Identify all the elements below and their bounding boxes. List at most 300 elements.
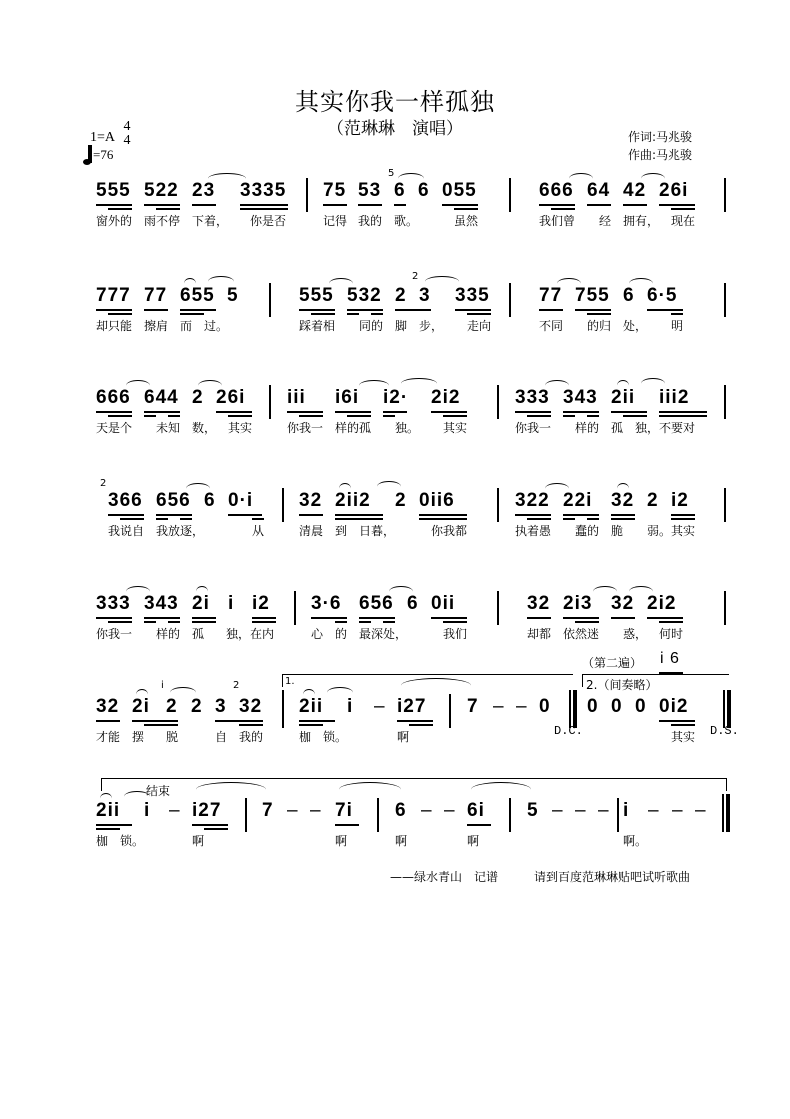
- underline: [347, 309, 383, 311]
- lyric: 同的: [359, 319, 384, 333]
- dash: –: [648, 800, 660, 821]
- lyric: 何时: [659, 627, 684, 641]
- note-group: 26i: [216, 387, 246, 408]
- note: 5: [527, 800, 539, 821]
- dash: –: [552, 800, 564, 821]
- credits: [628, 128, 692, 164]
- slur: [359, 380, 389, 391]
- note-group: 055: [442, 180, 477, 201]
- underline: [611, 518, 635, 520]
- underline: [575, 621, 599, 623]
- underline: [527, 617, 551, 619]
- note: i: [228, 593, 235, 614]
- note-group: 522: [144, 180, 179, 201]
- barline: [724, 591, 726, 625]
- underline: [587, 415, 599, 417]
- underline: [144, 309, 168, 311]
- slur: [377, 481, 401, 492]
- note-group: 2ii: [96, 800, 121, 821]
- underline: [96, 411, 132, 413]
- note: 2: [166, 696, 178, 717]
- underline: [671, 313, 683, 315]
- note-group: i27: [397, 696, 427, 717]
- lyric: 过。: [204, 319, 229, 333]
- underline: [442, 204, 478, 206]
- note-group: 655: [180, 285, 215, 306]
- barline: [282, 488, 284, 522]
- slur: [389, 586, 413, 597]
- underline: [647, 309, 683, 311]
- underline: [587, 204, 611, 206]
- slur: [126, 586, 150, 597]
- underline: [240, 208, 288, 210]
- barline: [245, 798, 247, 832]
- slur: [629, 586, 653, 597]
- slur: [641, 173, 665, 184]
- slur: [545, 380, 569, 391]
- second-time-notes: i 6: [660, 650, 680, 667]
- note-group: 656: [359, 593, 394, 614]
- note-group: 7i: [335, 800, 353, 821]
- lyric: 的: [335, 627, 348, 641]
- note-group: 322: [515, 490, 550, 511]
- lyric: 你我一: [96, 627, 133, 641]
- underline: [515, 514, 551, 516]
- note-group: 3335: [240, 180, 287, 201]
- underline: [671, 514, 695, 516]
- lyric: 从: [252, 524, 265, 538]
- underline: [335, 514, 383, 516]
- lyric: 我的: [358, 214, 383, 228]
- barline: [724, 178, 726, 212]
- underline: [144, 204, 180, 206]
- key-signature: 1=A: [90, 130, 116, 145]
- lyric: 却都: [527, 627, 552, 641]
- underline: [431, 617, 467, 619]
- underline: [168, 621, 180, 623]
- underline: [299, 514, 323, 516]
- lyric: 你我一: [515, 421, 552, 435]
- tempo-value: =76: [93, 147, 114, 162]
- underline: [647, 617, 683, 619]
- note-group: 666: [539, 180, 574, 201]
- underline: [659, 411, 707, 413]
- underline: [539, 204, 575, 206]
- listen-note: 请到百度范琳琳贴吧试听歌曲: [534, 870, 691, 884]
- slur: [184, 278, 196, 289]
- lyric: 样的: [575, 421, 600, 435]
- underline: [659, 415, 707, 417]
- lyric: 经: [599, 214, 612, 228]
- underline: [335, 824, 359, 826]
- lyric: 执着愚: [515, 524, 552, 538]
- grace-note: 2: [233, 680, 240, 691]
- underline: [563, 514, 599, 516]
- score-line-6: [0, 650, 790, 776]
- note-group: 343: [563, 387, 598, 408]
- underline: [144, 617, 180, 619]
- slur: [339, 483, 351, 494]
- underline: [575, 309, 611, 311]
- note: 6: [395, 800, 407, 821]
- note-group: 0ii6: [419, 490, 455, 511]
- underline: [527, 415, 551, 417]
- note: 2: [191, 696, 203, 717]
- underline: [443, 415, 467, 417]
- underline: [623, 415, 647, 417]
- lyric: 天是个: [96, 421, 133, 435]
- underline: [563, 415, 575, 417]
- underline: [192, 204, 216, 206]
- volta-1-label: 1.: [285, 676, 295, 687]
- lyric: 样的孤: [335, 421, 372, 435]
- note: 6: [204, 490, 216, 511]
- lyric: 锁。: [120, 834, 145, 848]
- lyric: 弱。其实: [647, 524, 696, 538]
- slur: [170, 687, 196, 698]
- underline: [587, 518, 599, 520]
- note-group: 2i2: [647, 593, 677, 614]
- lyric: 我放逐，: [156, 524, 205, 538]
- underline: [156, 208, 180, 210]
- note: 7: [262, 800, 274, 821]
- underline: [409, 724, 433, 726]
- lyric: 啊: [395, 834, 408, 848]
- note-group: 32: [527, 593, 551, 614]
- lyric: 独，: [635, 421, 660, 435]
- note: 3: [419, 285, 431, 306]
- note-group: 0ii: [431, 593, 456, 614]
- note-group: 2i2: [431, 387, 461, 408]
- score-line-7: [0, 784, 790, 880]
- lyric: 数，: [192, 421, 217, 435]
- underline: [192, 621, 216, 623]
- note-group: 26i: [659, 180, 689, 201]
- note-group: 3·6: [311, 593, 342, 614]
- rest: 0: [635, 696, 647, 717]
- note-group: 755: [575, 285, 610, 306]
- lyric: 啊: [192, 834, 205, 848]
- underline: [323, 204, 347, 206]
- lyric: 雨不停: [144, 214, 181, 228]
- note-group: i2·: [383, 387, 409, 408]
- underline: [108, 514, 144, 516]
- slur: [617, 483, 629, 494]
- dash: –: [310, 800, 322, 821]
- underline: [144, 411, 180, 413]
- ending-label: 结束: [146, 784, 171, 798]
- dash: –: [169, 800, 181, 821]
- lyric: 处，: [623, 319, 648, 333]
- slur: [641, 378, 665, 389]
- underline: [623, 204, 647, 206]
- double-barline: [723, 690, 731, 728]
- barline: [377, 798, 379, 832]
- underline: [192, 617, 216, 619]
- grace-note: 5: [388, 168, 395, 179]
- note-group: 32: [239, 696, 263, 717]
- quarter-note-icon: [88, 145, 92, 163]
- lyric: 虽然: [454, 214, 479, 228]
- underline: [659, 720, 695, 722]
- slur: [339, 782, 401, 797]
- note-group: 2ii: [299, 696, 324, 717]
- note: 2: [395, 490, 407, 511]
- note: 5: [227, 285, 239, 306]
- score-line-1: [0, 170, 790, 260]
- underline: [467, 824, 491, 826]
- lyric: 孤: [611, 421, 624, 435]
- underline: [311, 617, 347, 619]
- final-barline: [722, 794, 730, 832]
- note-group: i2: [671, 490, 689, 511]
- underline: [671, 518, 695, 520]
- underline: [144, 415, 156, 417]
- underline: [96, 720, 120, 722]
- underline: [96, 204, 132, 206]
- note: i: [144, 800, 151, 821]
- lyric: 踩着相: [299, 319, 336, 333]
- lyric: 现在: [671, 214, 696, 228]
- underline: [563, 617, 599, 619]
- underline: [287, 411, 323, 413]
- lyric: 孤: [192, 627, 205, 641]
- note-group: 2i: [132, 696, 150, 717]
- note-group: 0·i: [228, 490, 254, 511]
- lyric: 啊。: [623, 834, 648, 848]
- barline: [282, 690, 284, 728]
- underline: [299, 724, 323, 726]
- lyric: 而: [180, 319, 193, 333]
- underline: [563, 518, 575, 520]
- note-group: 333: [96, 593, 131, 614]
- note: 6: [394, 180, 406, 201]
- underline: [671, 208, 695, 210]
- underline: [96, 828, 120, 830]
- underline: [359, 621, 371, 623]
- lyric: 样的: [156, 627, 181, 641]
- barline: [497, 385, 499, 419]
- underline: [419, 518, 467, 520]
- dash: –: [444, 800, 456, 821]
- note-group: i2: [252, 593, 270, 614]
- grace-note: i: [161, 680, 164, 691]
- underline: [132, 720, 178, 722]
- lyric: 下着，: [192, 214, 229, 228]
- lyric: 你我一: [287, 421, 324, 435]
- lyric: 摆: [132, 730, 145, 744]
- barline: [269, 385, 271, 419]
- underline: [156, 514, 192, 516]
- underline: [395, 309, 431, 311]
- slur: [401, 378, 437, 389]
- underline: [611, 411, 647, 413]
- volta-2-label: 2.（间奏略）: [586, 678, 658, 692]
- note-group: iii2: [659, 387, 690, 408]
- underline: [347, 415, 371, 417]
- lyric: 你是否: [250, 214, 287, 228]
- underline: [587, 313, 611, 315]
- underline: [515, 411, 551, 413]
- dash: –: [598, 800, 610, 821]
- lyric: 窗外的: [96, 214, 133, 228]
- lyricist: 作词:马兆骏: [628, 130, 693, 144]
- dash: –: [575, 800, 587, 821]
- lyric: 到: [335, 524, 348, 538]
- note: i: [623, 800, 630, 821]
- dash: –: [493, 696, 505, 717]
- underline: [299, 720, 335, 722]
- lyric: 独。: [395, 421, 420, 435]
- lyric: 你我都: [431, 524, 468, 538]
- slur: [569, 173, 593, 184]
- note-group: 42: [623, 180, 647, 201]
- slur: [196, 782, 266, 797]
- lyric: 锁。: [323, 730, 348, 744]
- note-group: i27: [192, 800, 222, 821]
- double-barline: [569, 690, 577, 728]
- dc-marking: D.C.: [554, 724, 583, 738]
- underline: [659, 621, 683, 623]
- lyric: 啊: [397, 730, 410, 744]
- underline: [299, 415, 323, 417]
- grace-note: 2: [100, 478, 107, 489]
- rest: 0: [539, 696, 551, 717]
- underline: [120, 518, 144, 520]
- slur: [398, 173, 424, 184]
- transcriber-credit: ——绿水青山 记谱: [390, 870, 499, 884]
- underline: [455, 309, 491, 311]
- underline: [347, 313, 359, 315]
- lyric: 走向: [467, 319, 492, 333]
- slur: [471, 782, 531, 797]
- lyric: 清晨: [299, 524, 324, 538]
- note-group: 366: [108, 490, 143, 511]
- note-group: 75: [323, 180, 347, 201]
- lyric: 不要对: [659, 421, 696, 435]
- lyric: 日暮，: [359, 524, 396, 538]
- slur: [208, 173, 246, 184]
- note-group: 2ii2: [335, 490, 371, 511]
- note-group: 656: [156, 490, 191, 511]
- note-group: i6i: [335, 387, 360, 408]
- underline: [539, 309, 563, 311]
- underline: [383, 621, 395, 623]
- underline: [144, 724, 178, 726]
- underline: [108, 415, 132, 417]
- grace-note: 2: [412, 271, 419, 282]
- note-group: 6i: [467, 800, 485, 821]
- underline: [96, 824, 132, 826]
- underline: [180, 313, 204, 315]
- lyric: 脱: [166, 730, 179, 744]
- ds-marking: D.S.: [710, 724, 739, 738]
- note: 6: [407, 593, 419, 614]
- underline: [96, 617, 132, 619]
- lyric: 拥有，: [623, 214, 660, 228]
- note-group: 2ii: [611, 387, 636, 408]
- lyric: 我的: [239, 730, 264, 744]
- lyric: 独，在内: [226, 627, 275, 641]
- note-group: 532: [347, 285, 382, 306]
- slur: [303, 689, 315, 700]
- underline: [228, 415, 252, 417]
- underline: [96, 309, 132, 311]
- note-group: 77: [144, 285, 168, 306]
- underline: [419, 514, 467, 516]
- lyric: 明: [671, 319, 684, 333]
- slur: [629, 278, 653, 289]
- dash: –: [672, 800, 684, 821]
- barline: [497, 488, 499, 522]
- lyric: 啊: [467, 834, 480, 848]
- lyric: 我说自: [108, 524, 145, 538]
- underline: [431, 411, 467, 413]
- song-subtitle: （范琳琳 演唱）: [327, 119, 463, 139]
- lyric: 我们曾: [539, 214, 576, 228]
- note: 7: [467, 696, 479, 717]
- lyric: 蠢的: [575, 524, 600, 538]
- slur: [545, 483, 569, 494]
- note: 2: [395, 285, 407, 306]
- underline: [180, 309, 216, 311]
- underline: [215, 720, 263, 722]
- lyric: 最深处，: [359, 627, 408, 641]
- lyric: 才能: [96, 730, 121, 744]
- note-group: 2i3: [563, 593, 593, 614]
- note-group: 23: [192, 180, 216, 201]
- slur: [198, 380, 222, 391]
- rest: 0: [611, 696, 623, 717]
- underline: [454, 208, 478, 210]
- coda-bracket: [101, 778, 727, 791]
- lyric: 其实: [443, 421, 468, 435]
- barline: [509, 178, 511, 212]
- time-signature-top: 4: [123, 119, 131, 134]
- underline: [359, 617, 395, 619]
- slur: [196, 586, 208, 597]
- lyric: 啊: [335, 834, 348, 848]
- slur: [401, 678, 471, 693]
- lyric: 自: [215, 730, 228, 744]
- dash: –: [695, 800, 707, 821]
- note-group: 2i: [192, 593, 210, 614]
- note: i: [347, 696, 354, 717]
- underline: [216, 411, 252, 413]
- underline: [551, 208, 575, 210]
- slur: [557, 278, 581, 289]
- note: 2: [647, 490, 659, 511]
- score-line-4: [0, 480, 790, 570]
- barline: [306, 178, 308, 212]
- note-group: 32: [611, 593, 635, 614]
- note-group: 32: [611, 490, 635, 511]
- note-group: 32: [299, 490, 323, 511]
- underline: [383, 411, 407, 413]
- underline: [335, 621, 347, 623]
- dash: –: [516, 696, 528, 717]
- lyric: 的归: [587, 319, 612, 333]
- underline: [156, 518, 168, 520]
- underline: [311, 313, 335, 315]
- underline: [394, 204, 406, 206]
- underline: [299, 309, 335, 311]
- note-group: 77: [539, 285, 563, 306]
- note-group: 555: [96, 180, 131, 201]
- dash: –: [374, 696, 386, 717]
- score-line-2: [0, 271, 790, 365]
- song-title: 其实你我一样孤独: [295, 88, 495, 116]
